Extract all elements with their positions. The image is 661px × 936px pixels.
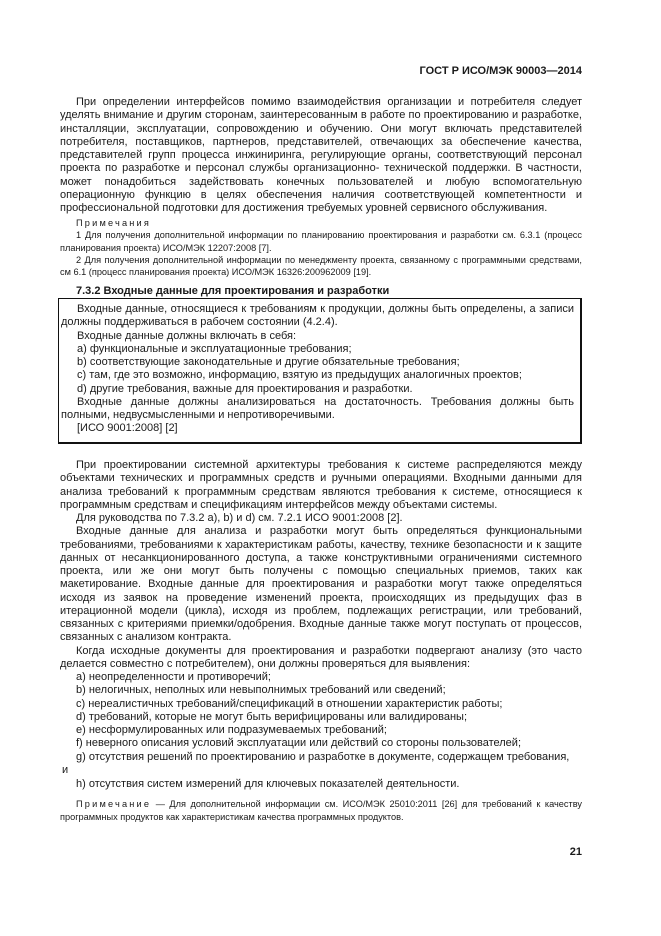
body-section [60,459,582,823]
paragraph: Входные данные для анализа и разработки могут быть определяться функциональными требованиями, требованиями к характеристикам работы, качеству, технике безопасности и к защите данных от несанкционированного доступа, а также конструктивными ограничениями системного проекта, или же они могут быть получены с помощью специальных приемов, таких как макетирование. Входные данные для проектирования и разработки могут также определяться исходя из заявок на проведение изменений проекта, происходящих из предыдущих фаз в итерационной модели (цикла), исходя из проблем, подлежащих регистрации, или требований, связанных с критериями приемки/одобрения. Входные данные также могут поступать от процессов, связанных с анализом контракта. [60,525,582,644]
box-list-item: d) другие требования, важные для проектирования и разработки. [77,382,413,395]
list-item: f) неверного описания условий эксплуатации или действий со стороны пользователей; [76,737,522,750]
list-item: d) требований, которые не могут быть верифицированы или валидированы; [76,710,468,723]
list-item: h) отсутствия систем измерений для ключевых показателей деятельности. [76,778,460,790]
intro-section [60,96,582,215]
note-item: 1 Для получения дополнительной информации по планированию проектирования и разработки см. 6.3.1 (процесс планирования проекта) ИСО/МЭК 12207:2008 [7]. [60,230,582,253]
list-item: a) неопределенности и противоречий; [76,671,271,683]
list-item: b) нелогичных, неполных или невыполнимых требований или сведений; [76,684,446,697]
box-reference: [ИСО 9001:2008] [2] [77,422,178,435]
box-paragraph: Входные данные должны анализироваться на достаточность. Требования должны быть полными, недвусмысленными и непротиворечивыми. [61,395,574,421]
page-number: 21 [569,846,582,858]
box-paragraph: Входные данные должны включать в себя: [77,329,297,342]
paragraph: Когда исходные документы для проектирования и разработки подвергают анализу (это часто делается совместно с потребителем), они должны проверяться для выявления: [60,644,582,670]
paragraph: При определении интерфейсов помимо взаимодействия организации и потребителя следует уделять внимание и другим сторонам, заинтересованным в работе по проектированию и разработке, инсталляции, эксплуатации, сопровождению и обучению. Они могут включать представителей потребителя, поставщиков, партнеров, представителей, отвечающих за обеспечение качества, представителей групп процесса инжиниринга, регулирующие органы, соответствующий персонал проекта по разработке и персонал службы организационно- технической поддержки. В частности, может понадобиться задействовать конечных пользователей и любую вспомогательную операционную функцию в целях обеспечения наличия соответствующей компетентности и профессиональной подготовки для достижения требуемых уровней сервисного обслуживания. [60,96,582,214]
note-item: 2 Для получения дополнительной информации по менеджменту проекта, связанному с программными средствами, см 6.1 (процесс планирования проекта) ИСО/МЭК 16326:200962009 [19]. [60,254,582,278]
list-conjunction: и [62,763,69,776]
paragraph: Для руководства по 7.3.2 a), b) и d) см. 7.2.1 ИСО 9001:2008 [2]. [76,512,403,524]
section-7-3-2 [60,284,582,444]
list-item: e) несформулированных или подразумеваемых требований; [76,724,387,736]
section-heading: 7.3.2 Входные данные для проектирования и разработки [76,285,390,297]
box-list-item: b) соответствующие законодательные и другие обязательные требования; [77,356,460,368]
paragraph: При проектировании системной архитектуры требования к системе распределяются между объектами технических и программных средств и ручными операциями. Входными данными для анализа требований к программным средствам являются требования к системе, относящиеся к программным средствам и спецификациям интерфейсов между объектами системы. [60,459,582,511]
list-item: g) отсутствия решений по проектированию и разработке в документе, содержащем требования, [76,750,570,763]
document-header: ГОСТ Р ИСО/МЭК 90003—2014 [419,65,582,77]
box-paragraph: Входные данные, относящиеся к требованиям к продукции, должны быть определены, а записи должны поддерживаться в рабочем состоянии (4.2.4). [61,303,574,329]
final-note-text: — Для дополнительной информации см. ИСО/МЭК 25010:2011 [26] для требований к качеству программных продуктов как характеристикам качества программных продуктов. [60,799,582,822]
notes [60,217,582,278]
box-list-item: a) функциональные и эксплуатационные требования; [77,342,352,355]
box-list-item: c) там, где это возможно, информацию, взятую из предыдущих аналогичных проектов; [77,369,522,382]
notes-title: Примечания [76,218,152,228]
final-note-label: Примечание [76,799,152,810]
list-item: c) нереалистичных требований/спецификаций в отношении характеристик работы; [76,697,503,710]
final-note [60,798,582,823]
quoted-requirement-box [58,298,582,444]
